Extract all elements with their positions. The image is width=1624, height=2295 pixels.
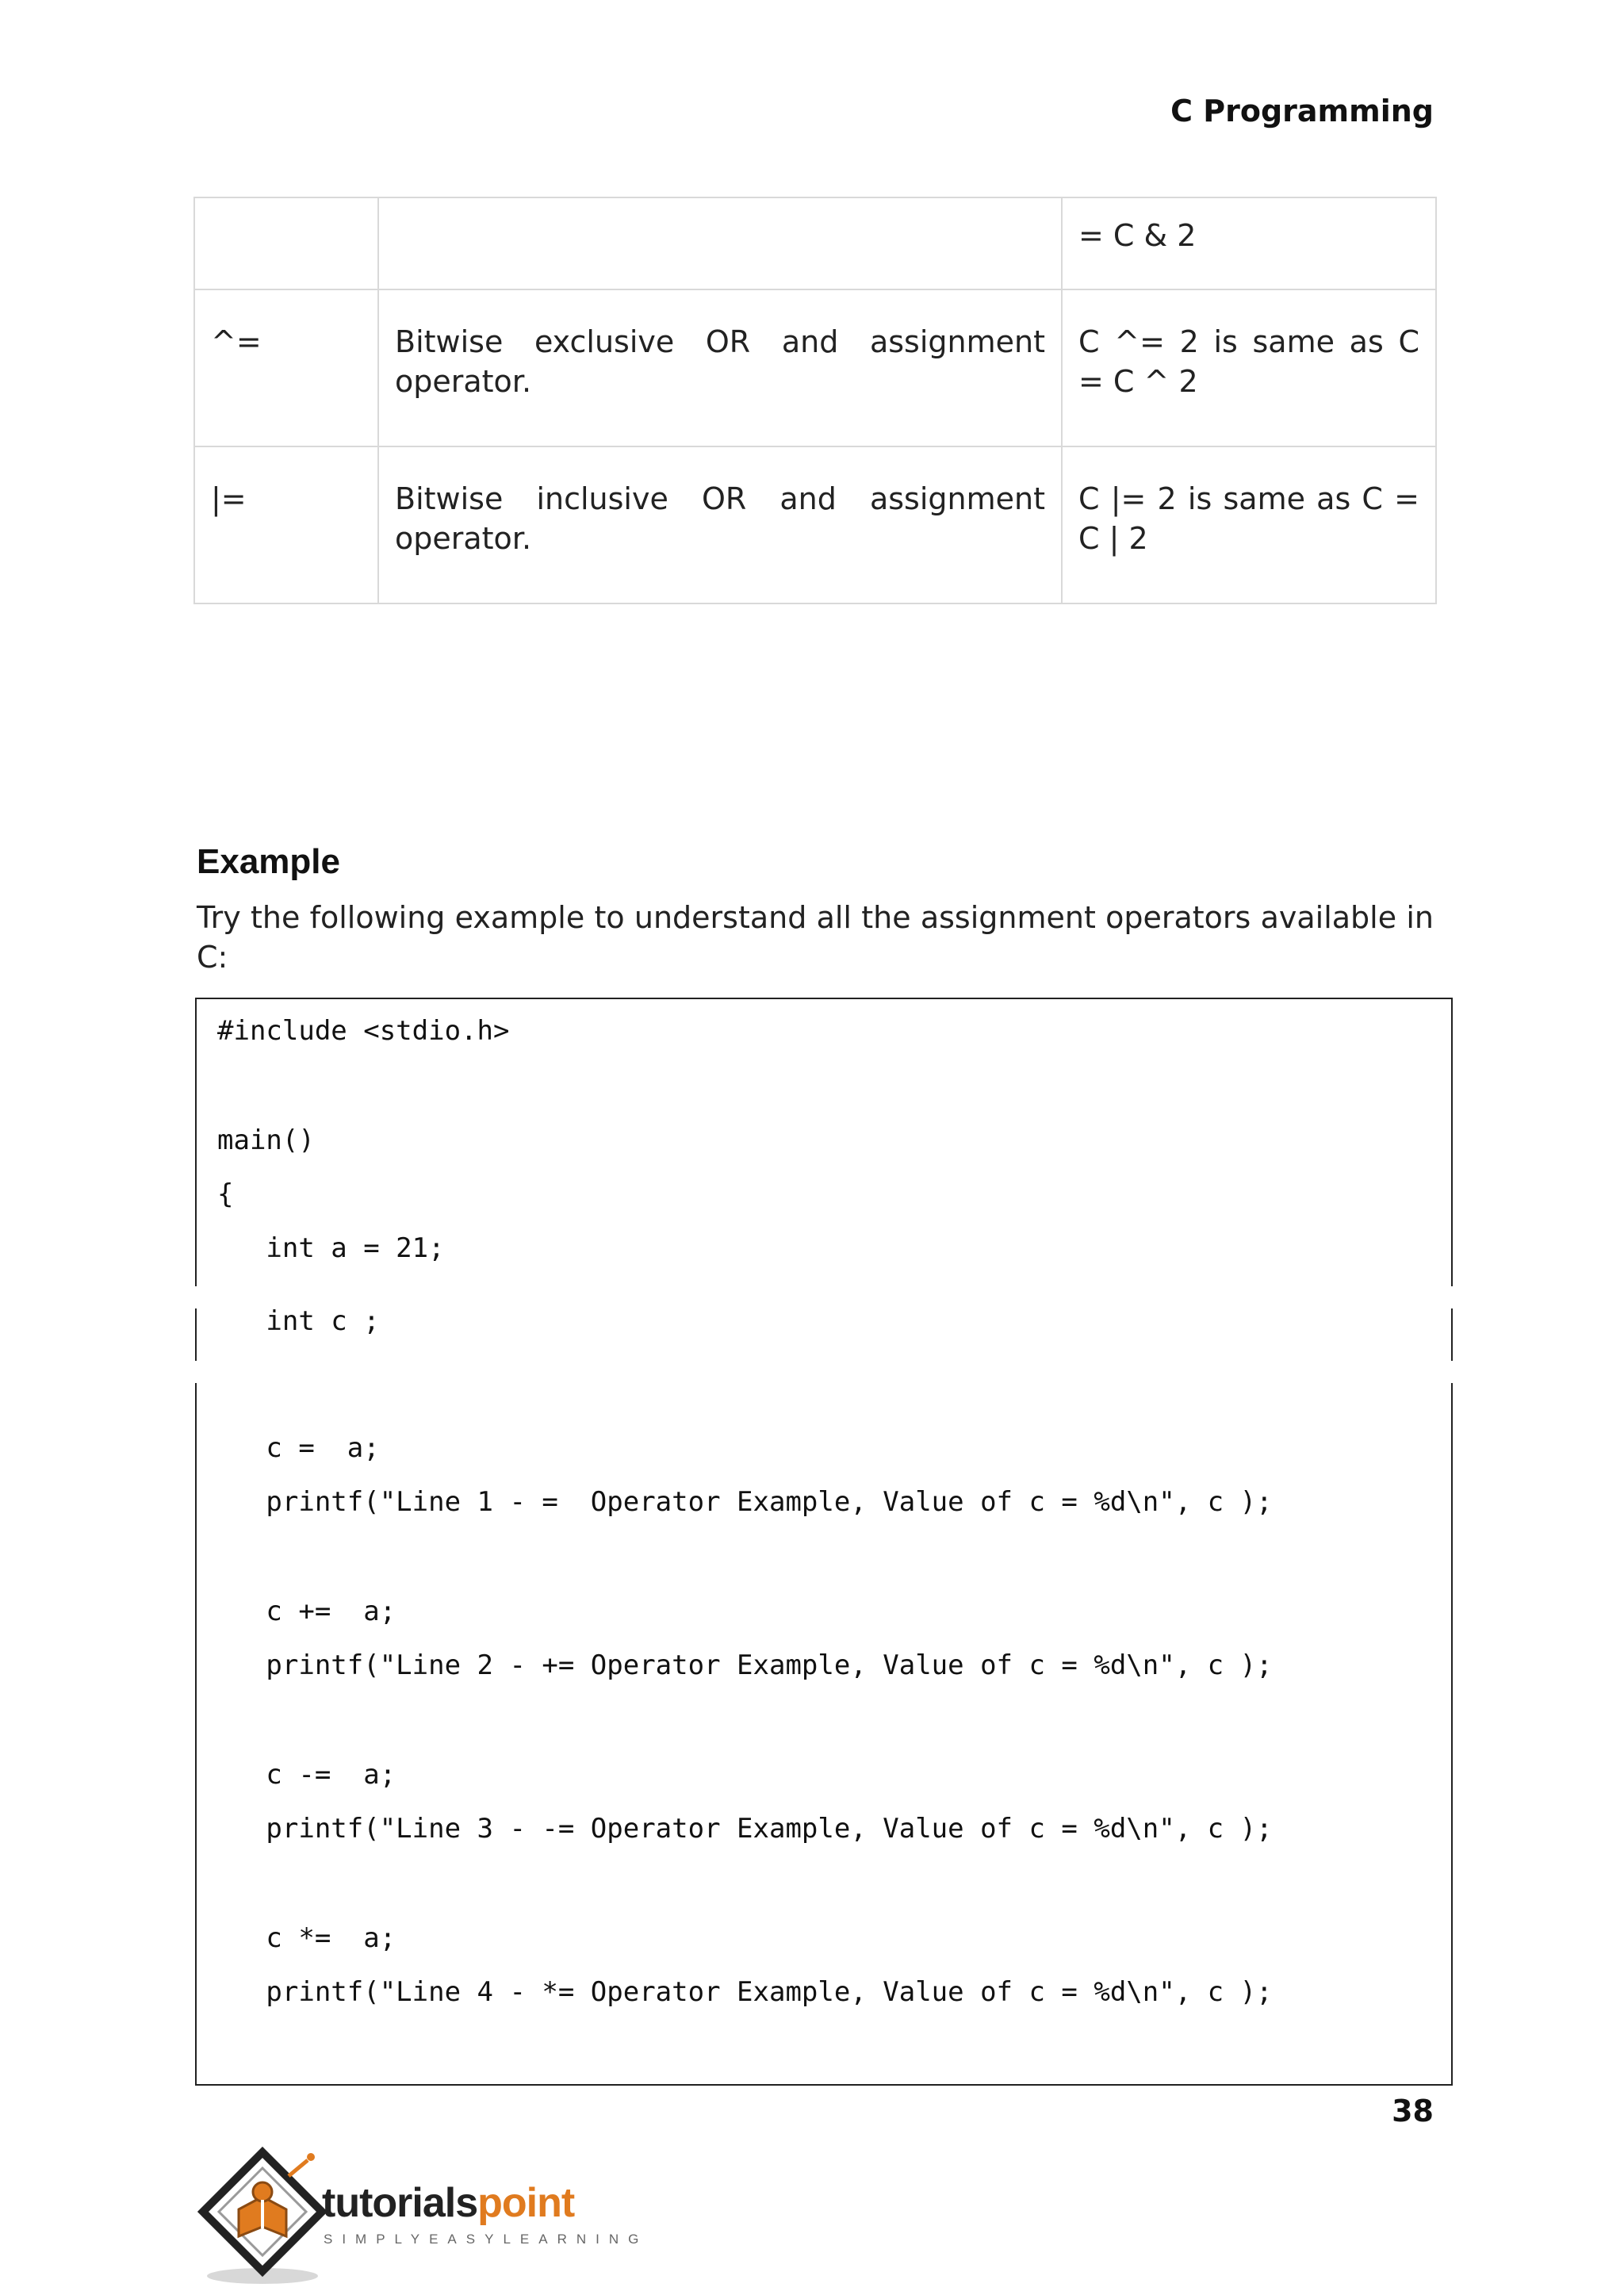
intro-paragraph: Try the following example to understand all the assignment operators available in C:: [197, 900, 1434, 975]
table-row: [194, 446, 1436, 603]
logo-wordmark: [322, 2179, 574, 2227]
description-cell: Bitwise exclusive OR and assignment operator.: [378, 289, 1062, 446]
table-row: [194, 197, 1436, 289]
code-line: printf("Line 3 - -= Operator Example, Value of c = %d\n", c );: [217, 1813, 1273, 1845]
section-heading: Example: [197, 842, 340, 881]
code-line: #include <stdio.h>: [217, 1015, 510, 1047]
operator-cell: ^=: [194, 289, 378, 446]
code-line: printf("Line 1 - = Operator Example, Value of c = %d\n", c );: [217, 1486, 1273, 1518]
code-line: main(): [217, 1125, 315, 1156]
example-cell: = C & 2: [1062, 197, 1436, 289]
description-cell: Bitwise inclusive OR and assignment operator.: [378, 446, 1062, 603]
logo-tagline: SIMPLYEASYLEARNING: [324, 2232, 649, 2247]
example-cell: C |= 2 is same as C = C | 2: [1062, 446, 1436, 603]
code-line: int c ;: [217, 1305, 380, 1337]
logo-text-accent: point: [477, 2180, 575, 2226]
page-header-title: C Programming: [1170, 94, 1434, 128]
code-line: c -= a;: [217, 1759, 396, 1791]
tutorialspoint-logo: [195, 2141, 649, 2292]
code-line: printf("Line 4 - *= Operator Example, Value of c = %d\n", c );: [217, 1976, 1273, 2008]
logo-diamond-icon: [195, 2141, 330, 2292]
operator-cell: [194, 197, 378, 289]
code-line: int a = 21;: [217, 1232, 445, 1264]
border-gap: [190, 1361, 201, 1383]
page-number: 38: [1392, 2094, 1434, 2128]
table-row: [194, 289, 1436, 446]
code-line: {: [217, 1178, 234, 1210]
description-cell: [378, 197, 1062, 289]
border-gap: [190, 1286, 201, 1308]
code-line: printf("Line 2 - += Operator Example, Value of c = %d\n", c );: [217, 1649, 1273, 1681]
operator-cell: |=: [194, 446, 378, 603]
border-gap: [1446, 1361, 1457, 1383]
operators-table: [193, 197, 1437, 604]
code-line: c += a;: [217, 1596, 396, 1627]
border-gap: [1446, 1286, 1457, 1308]
example-cell: C ^= 2 is same as C = C ^ 2: [1062, 289, 1436, 446]
code-line: c = a;: [217, 1432, 380, 1464]
logo-text-dark: tutorials: [322, 2180, 478, 2226]
code-line: c *= a;: [217, 1922, 396, 1954]
